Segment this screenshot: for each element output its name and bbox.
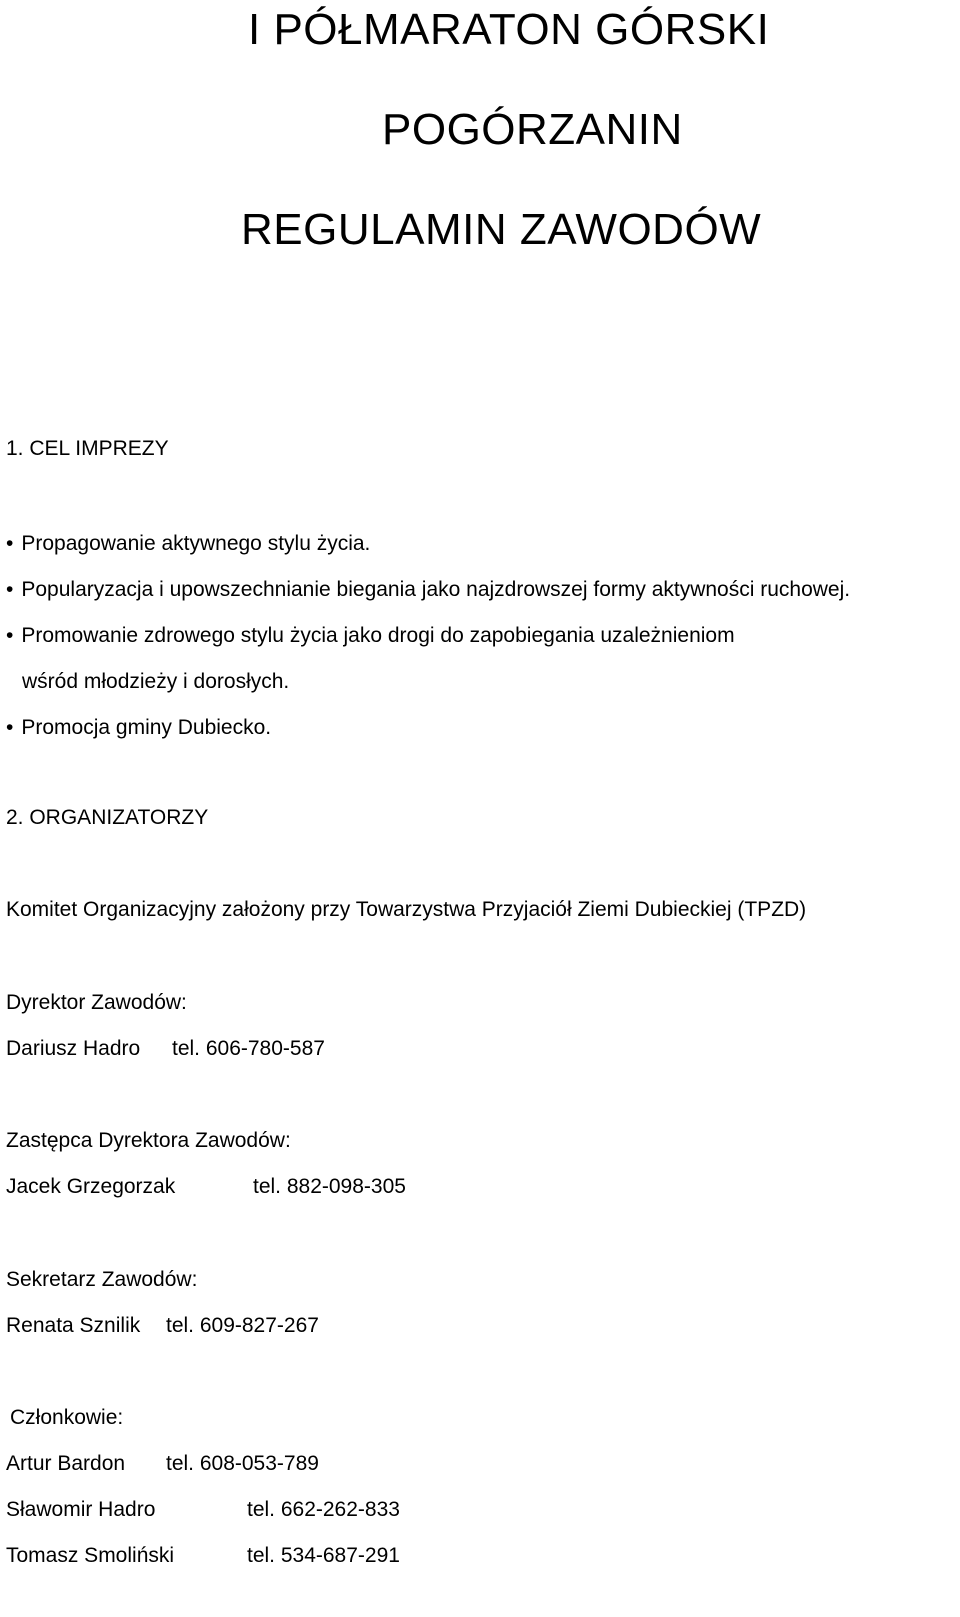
goal-bullet-1: • Propagowanie aktywnego stylu życia. xyxy=(6,531,370,557)
title-line-2: POGÓRZANIN xyxy=(382,105,683,154)
director-phone: tel. 606-780-587 xyxy=(172,1037,325,1060)
committee-text: Komitet Organizacyjny założony przy Towarzystwa Przyjaciół Ziemi Dubieckiej (TPZD) xyxy=(6,898,807,921)
member-name: Artur Bardon xyxy=(6,1452,126,1475)
deputy-row xyxy=(6,1174,406,1200)
secretary-row xyxy=(6,1313,319,1339)
goal-bullet-3-continuation: wśród młodzieży i dorosłych. xyxy=(22,670,290,693)
member-name: Sławomir Hadro xyxy=(6,1498,156,1521)
section-heading-goals: 1. CEL IMPREZY xyxy=(6,437,169,460)
member-phone: tel. 662-262-833 xyxy=(247,1498,400,1521)
member-row xyxy=(6,1543,400,1569)
member-row xyxy=(6,1497,400,1523)
member-phone: tel. 608-053-789 xyxy=(166,1452,319,1475)
member-name: Tomasz Smoliński xyxy=(6,1544,175,1567)
section-heading-organizers: 2. ORGANIZATORZY xyxy=(6,806,209,829)
director-name: Dariusz Hadro xyxy=(6,1037,141,1060)
deputy-label: Zastępca Dyrektora Zawodów: xyxy=(6,1129,291,1152)
goal-bullet-3: • Promowanie zdrowego stylu życia jako drogi do zapobiegania uzależnieniom xyxy=(6,623,735,649)
secretary-label: Sekretarz Zawodów: xyxy=(6,1268,198,1291)
goal-bullet-4: • Promocja gminy Dubiecko. xyxy=(6,715,271,741)
director-row xyxy=(6,1036,325,1062)
member-phone: tel. 534-687-291 xyxy=(247,1544,400,1567)
deputy-name: Jacek Grzegorzak xyxy=(6,1175,176,1198)
secretary-phone: tel. 609-827-267 xyxy=(166,1314,319,1337)
members-label: Członkowie: xyxy=(10,1406,124,1429)
secretary-name: Renata Sznilik xyxy=(6,1314,141,1337)
goal-bullet-2: • Popularyzacja i upowszechnianie biegania jako najzdrowszej formy aktywności ruchowej. xyxy=(6,577,850,603)
member-row xyxy=(6,1451,319,1477)
title-line-3: REGULAMIN ZAWODÓW xyxy=(241,205,762,254)
director-label: Dyrektor Zawodów: xyxy=(6,991,187,1014)
deputy-phone: tel. 882-098-305 xyxy=(253,1175,406,1198)
title-line-1: I PÓŁMARATON GÓRSKI xyxy=(248,5,770,54)
